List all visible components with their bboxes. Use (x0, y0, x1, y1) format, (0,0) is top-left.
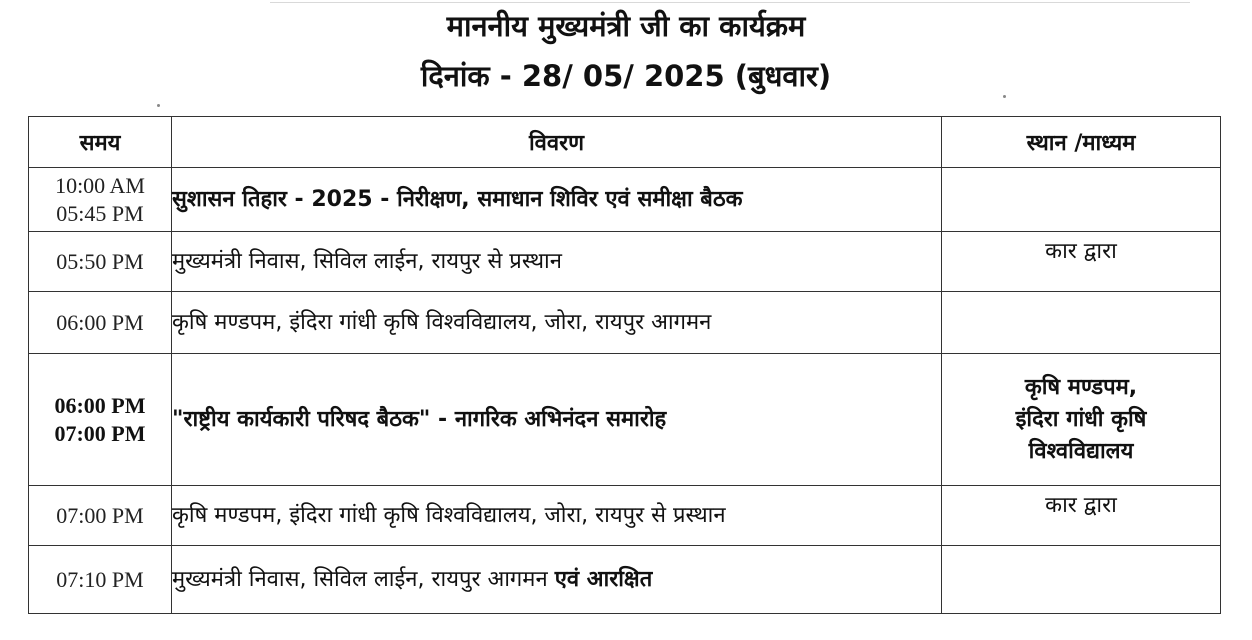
schedule-table (28, 116, 1221, 614)
scan-speck (1003, 95, 1006, 98)
place-line: कृषि मण्डपम, (1024, 374, 1138, 400)
place-cell (942, 354, 1221, 486)
scan-speck (157, 104, 160, 107)
place-cell (942, 546, 1221, 614)
detail-text: मुख्यमंत्री निवास, सिविल लाईन, रायपुर आगमन (172, 566, 548, 592)
detail-cell: कृषि मण्डपम, इंदिरा गांधी कृषि विश्वविद्यालय, जोरा, रायपुर से प्रस्थान (172, 486, 942, 546)
place-line: विश्वविद्यालय (1028, 438, 1134, 464)
header-place: स्थान /माध्यम (942, 117, 1221, 168)
table-row (29, 292, 1221, 354)
table-header-row (29, 117, 1221, 168)
top-divider (270, 2, 1190, 3)
detail-cell: कृषि मण्डपम, इंदिरा गांधी कृषि विश्वविद्यालय, जोरा, रायपुर आगमन (172, 292, 942, 354)
place-line: इंदिरा गांधी कृषि (1015, 406, 1147, 432)
place-cell (942, 292, 1221, 354)
time-start: 06:00 PM (54, 392, 146, 418)
detail-cell: मुख्यमंत्री निवास, सिविल लाईन, रायपुर से प्रस्थान (172, 232, 942, 292)
table-row (29, 486, 1221, 546)
detail-text-bold: एवं आरक्षित (554, 566, 653, 592)
time-cell (29, 168, 172, 232)
detail-cell (172, 546, 942, 614)
table-row (29, 232, 1221, 292)
time-end: 05:45 PM (56, 200, 144, 226)
time-cell: 07:00 PM (29, 486, 172, 546)
table-row (29, 168, 1221, 232)
time-cell: 06:00 PM (29, 292, 172, 354)
place-cell: कार द्वारा (942, 232, 1221, 292)
time-start: 10:00 AM (55, 172, 145, 198)
time-end: 07:00 PM (54, 420, 146, 446)
time-cell: 05:50 PM (29, 232, 172, 292)
place-cell (942, 168, 1221, 232)
table-row (29, 546, 1221, 614)
time-cell (29, 354, 172, 486)
table-row (29, 354, 1221, 486)
time-cell: 07:10 PM (29, 546, 172, 614)
place-cell: कार द्वारा (942, 486, 1221, 546)
date-line: दिनांक - 28/ 05/ 2025 (बुधवार) (420, 59, 832, 93)
header-time: समय (29, 117, 172, 168)
detail-cell: "राष्ट्रीय कार्यकारी परिषद बैठक" - नागरिक अभिनंदन समारोह (172, 354, 942, 486)
header-detail: विवरण (172, 117, 942, 168)
detail-cell: सुशासन तिहार - 2025 - निरीक्षण, समाधान शिविर एवं समीक्षा बैठक (172, 168, 942, 232)
page-title: माननीय मुख्यमंत्री जी का कार्यक्रम (446, 9, 806, 43)
